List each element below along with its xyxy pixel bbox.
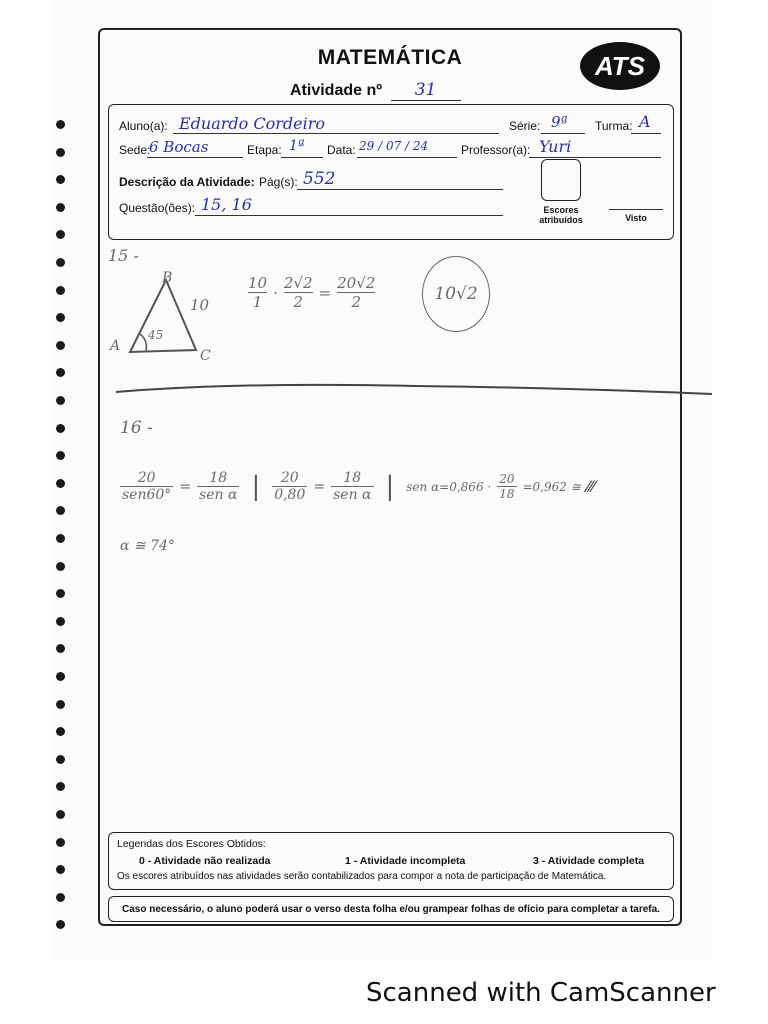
page-title: MATEMÁTICA <box>317 46 463 69</box>
eq16a-num: 20 <box>137 470 156 486</box>
eq15-frac3-den: 2 <box>337 292 375 311</box>
binding-ring <box>56 562 65 571</box>
eq15-frac2-den: 2 <box>284 292 313 311</box>
professor-label: Professor(a): <box>461 143 531 157</box>
turma-label: Turma: <box>595 119 633 133</box>
binding-ring <box>56 727 65 736</box>
pag-label: Pág(s): <box>259 175 298 189</box>
aluno-label: Aluno(a): <box>119 119 168 133</box>
binding-ring <box>56 506 65 515</box>
activity-number <box>290 80 461 101</box>
answer-15: 10√2 <box>422 256 490 332</box>
binding-ring <box>56 672 65 681</box>
eq16c-den: 0,80 <box>274 487 306 503</box>
legend-box <box>108 832 674 890</box>
binding-ring <box>56 479 65 488</box>
etapa-value: 1ª <box>289 138 305 154</box>
eq16d-num: 18 <box>343 470 362 486</box>
binding-ring <box>56 341 65 350</box>
sede-label: Sede: <box>119 143 151 157</box>
sede-value: 6 Bocas <box>149 138 209 156</box>
triangle-label-a: A <box>110 338 121 354</box>
activity-value: 31 <box>391 80 461 101</box>
binding-ring <box>56 148 65 157</box>
etapa-label: Etapa: <box>247 143 282 157</box>
q15-label: 15 - <box>108 246 139 265</box>
triangle-label-b: B <box>162 270 173 286</box>
binding-ring <box>56 258 65 267</box>
eq15-frac1-den: 1 <box>248 292 267 311</box>
triangle-label-c: C <box>200 348 211 364</box>
student-info-box <box>108 104 674 240</box>
serie-value: 9ª <box>551 113 568 131</box>
spiral-binding <box>54 120 70 950</box>
eq16f-num: 20 <box>499 472 515 486</box>
data-value: 29 / 07 / 24 <box>359 139 429 153</box>
eq15-frac3-num: 20√2 <box>337 274 376 292</box>
descricao-label: Descrição da Atividade: <box>119 175 255 189</box>
binding-ring <box>56 313 65 322</box>
binding-ring <box>56 451 65 460</box>
binding-ring <box>56 175 65 184</box>
binding-ring <box>56 230 65 239</box>
aluno-value: Eduardo Cordeiro <box>179 114 326 133</box>
footer-note: Caso necessário, o aluno poderá usar o verso desta folha e/ou grampear folhas de ofício para completar a tarefa. <box>108 896 674 922</box>
binding-ring <box>56 644 65 653</box>
questao-label: Questão(ões): <box>119 201 196 215</box>
eq16d-den: sen α <box>333 487 372 503</box>
legend-item-1: 1 - Atividade incompleta <box>345 855 466 867</box>
eq16g: =0,962 ≅ <box>522 479 581 494</box>
binding-ring <box>56 700 65 709</box>
binding-ring <box>56 782 65 791</box>
eq15-frac1-num: 10 <box>248 274 268 292</box>
eq16f-den: 18 <box>499 487 515 501</box>
binding-ring <box>56 589 65 598</box>
section-divider <box>116 382 712 402</box>
worksheet-frame <box>98 28 682 926</box>
legend-title: Legendas dos Escores Obtidos: <box>117 838 266 850</box>
score-box[interactable] <box>541 159 581 201</box>
eq16b-den: sen α <box>199 487 238 503</box>
binding-ring <box>56 534 65 543</box>
binding-ring <box>56 893 65 902</box>
binding-ring <box>56 203 65 212</box>
eq16b-num: 18 <box>209 470 228 486</box>
escores-label: Escores atribuídos <box>539 205 583 225</box>
questao-value: 15, 16 <box>201 195 252 214</box>
legend-note: Os escores atribuídos nas atividades serão contabilizados para compor a nota de participação de Matemática. <box>117 871 607 882</box>
pag-value: 552 <box>303 169 336 189</box>
ats-logo: ATS <box>580 42 660 90</box>
eq16a-den: sen60° <box>122 487 172 503</box>
visto-label: Visto <box>625 213 647 223</box>
triangle-side: 10 <box>190 296 210 314</box>
binding-ring <box>56 755 65 764</box>
activity-label: Atividade nº <box>290 82 383 99</box>
answer-16: α ≅ 74° <box>120 538 175 554</box>
binding-ring <box>56 810 65 819</box>
triangle-angle: 45 <box>148 328 164 342</box>
equation-15: $\frac{10}{1}$ · $\frac{2√2}{2}$ = $\frac{20√2}{2}$ <box>248 274 376 311</box>
binding-ring <box>56 838 65 847</box>
binding-ring <box>56 865 65 874</box>
binding-ring <box>56 120 65 129</box>
legend-item-3: 3 - Atividade completa <box>533 855 645 867</box>
data-label: Data: <box>327 143 356 157</box>
turma-value: A <box>639 112 651 131</box>
equation-16: 20 sen60° = 18 sen α | $\frac{20}{0,80}$ = 18 sen α | sen α=0,866 · $\frac{20}{18}$ =0,962 ≅ ⁄⁄⁄ <box>122 470 595 503</box>
eq16e: sen α=0,866 · <box>406 479 492 494</box>
eq16c-num: 20 <box>280 470 299 486</box>
binding-ring <box>56 424 65 433</box>
scribble-icon: ⁄⁄⁄ <box>586 477 595 496</box>
binding-ring <box>56 368 65 377</box>
binding-ring <box>56 617 65 626</box>
binding-ring <box>56 396 65 405</box>
serie-label: Série: <box>509 119 541 133</box>
binding-ring <box>56 920 65 929</box>
binding-ring <box>56 286 65 295</box>
professor-value: Yuri <box>539 137 572 156</box>
q16-label: 16 - <box>120 418 153 438</box>
eq15-frac2-num: 2√2 <box>283 274 313 292</box>
camscanner-watermark: Scanned with CamScanner <box>366 978 716 1008</box>
legend-item-0: 0 - Atividade não realizada <box>139 855 271 867</box>
